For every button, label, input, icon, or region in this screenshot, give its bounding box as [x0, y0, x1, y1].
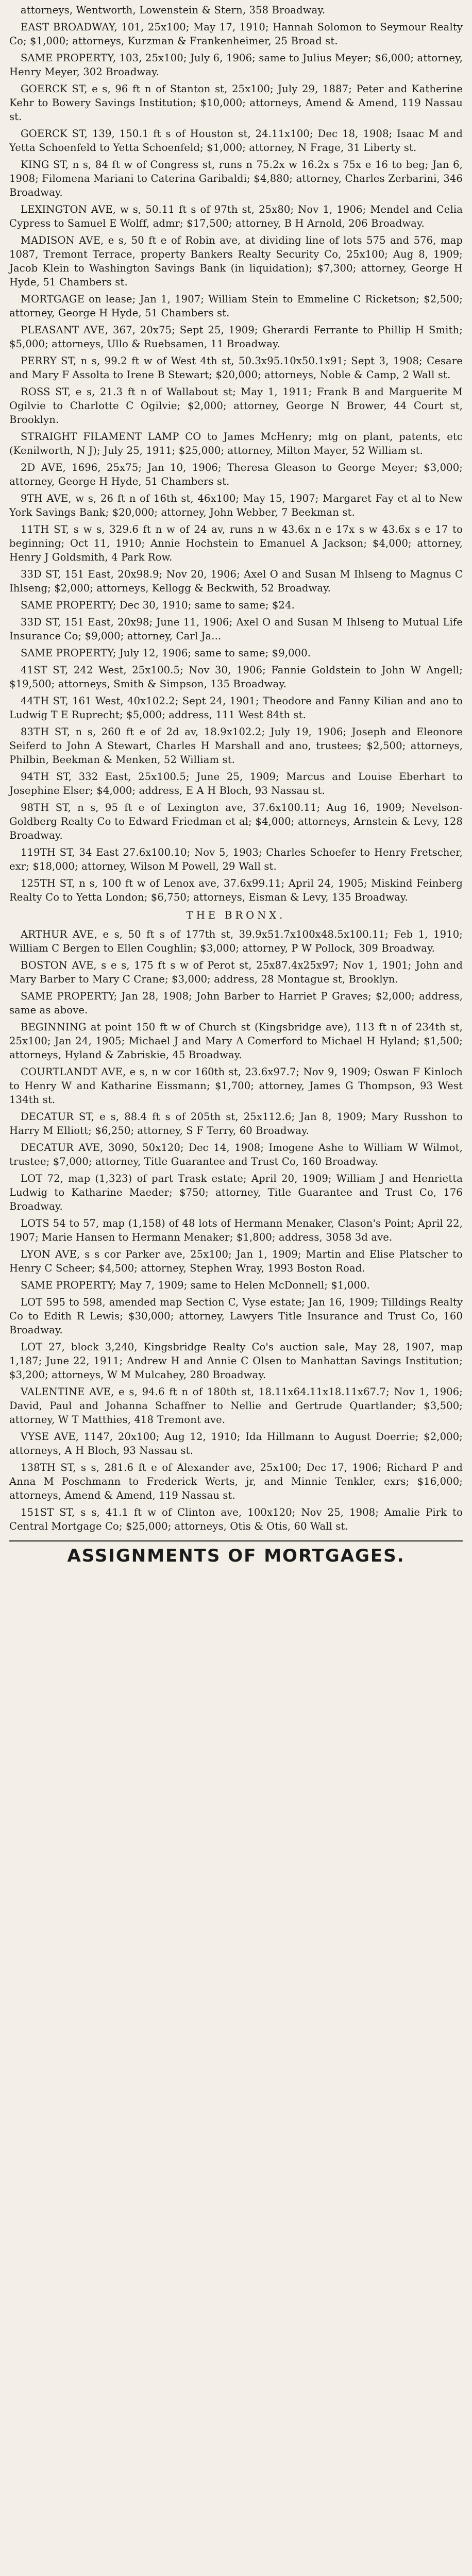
bronx-entries	[9, 927, 463, 1533]
mortgage-entry: SAME PROPERTY; Dec 30, 1910; same to same; $24.	[21, 599, 295, 611]
mortgage-entry: LOT 595 to 598, amended map Section C, Vyse estate; Jan 16, 1909; Tilldings Realty Co to Edith R Lewis; $30,000; attorney, Lawyers Title Insurance and Trust Co, 160 Broadway.	[9, 1296, 463, 1336]
mortgage-entry: GOERCK ST, 139, 150.1 ft s of Houston st, 24.11x100; Dec 18, 1908; Isaac M and Yetta Schoenfeld to Yetta Schoenfeld; $1,000; attorney, N Frage, 31 Liberty st.	[9, 128, 463, 154]
intro-entry: attorneys, Wentworth, Lowenstein & Stern, 358 Broadway.	[21, 4, 326, 16]
mortgage-entry: ARTHUR AVE, e s, 50 ft s of 177th st, 39.9x51.7x100x48.5x100.11; Feb 1, 1910; William C Bergen to Ellen Coughlin; $3,000; attorney, P W Pollock, 309 Broadway.	[9, 928, 463, 954]
mortgage-entry: 125TH ST, n s, 100 ft w of Lenox ave, 37.6x99.11; April 24, 1905; Miskind Feinberg Realty Co to Yetta London; $6,750; attorneys, Eisman & Levy, 135 Broadway.	[9, 877, 463, 903]
mortgage-entry: 44TH ST, 161 West, 40x102.2; Sept 24, 1901; Theodore and Fanny Kilian and ano to Ludwig T E Ruprecht; $5,000; address, 111 West 84th st.	[9, 695, 463, 721]
bronx-heading: THE BRONX.	[186, 909, 286, 921]
mortgage-entry: LYON AVE, s s cor Parker ave, 25x100; Jan 1, 1909; Martin and Elise Platscher to Henry C Scheer; $4,500; attorney, Stephen Wray, 1993 Boston Road.	[9, 1248, 463, 1274]
mortgage-entry: 33D ST, 151 East, 20x98.9; Nov 20, 1906; Axel O and Susan M Ihlseng to Magnus C Ihlseng; $2,000; attorneys, Kellogg & Beckwith, 52 Broadway.	[9, 568, 463, 594]
mortgage-entry: STRAIGHT FILAMENT LAMP CO to James McHenry; mtg on plant, patents, etc (Kenilworth, N J); July 25, 1911; $25,000; attorney, Milton Mayer, 52 William st.	[9, 431, 463, 456]
mortgage-entry: LOT 72, map (1,323) of part Trask estate; April 20, 1909; William J and Henrietta Ludwig to Katharine Maeder; $750; attorney, Title Guarantee and Trust Co, 176 Broadway.	[9, 1173, 463, 1212]
mortgage-entry: LOT 27, block 3,240, Kingsbridge Realty Co's auction sale, May 28, 1907, map 1,187; June 22, 1911; Andrew H and Annie C Olsen to Manhattan Savings Institution; $3,200; attorneys, W M Mulcahey, 280 Broadway.	[9, 1341, 463, 1381]
mortgage-entry: 98TH ST, n s, 95 ft e of Lexington ave, 37.6x100.11; Aug 16, 1909; Nevelson-Goldberg Realty Co to Edward Friedman et al; $4,000; attorneys, Arnstein & Levy, 128 Broadway.	[9, 802, 463, 841]
mortgage-entry: 94TH ST, 332 East, 25x100.5; June 25, 1909; Marcus and Louise Eberhart to Josephine Elser; $4,000; address, E A H Bloch, 93 Nassau st.	[9, 771, 463, 796]
mortgage-entry: DECATUR AVE, 3090, 50x120; Dec 14, 1908; Imogene Ashe to William W Wilmot, trustee; $7,000; attorney, Title Guarantee and Trust Co, 160 Broadway.	[9, 1142, 463, 1167]
mortgage-entry: 11TH ST, s w s, 329.6 ft n w of 24 av, runs n w 43.6x n e 17x s w 43.6x s e 17 to beginning; Oct 11, 1910; Annie Hochstein to Emanuel A Jackson; $4,000; attorney, Henry J Goldsmith, 4 Park Row.	[9, 523, 463, 563]
mortgage-entry: VALENTINE AVE, e s, 94.6 ft n of 180th st, 18.11x64.11x18.11x67.7; Nov 1, 1906; David, Paul and Johanna Schaffner to Nellie and Gertrude Quartlander; $3,500; attorney, W T Matthies, 418 Tremont ave.	[9, 1386, 463, 1426]
mortgage-entry: SAME PROPERTY; May 7, 1909; same to Helen McDonnell; $1,000.	[21, 1279, 370, 1291]
section-divider	[9, 1540, 463, 1541]
mortgage-entry: BEGINNING at point 150 ft w of Church st (Kingsbridge ave), 113 ft n of 234th st, 25x100; Jan 24, 1905; Michael J and Mary A Comerford to Michael H Hyland; $1,500; attorneys, Hyland & Zabriskie, 45 Broadway.	[9, 1021, 463, 1061]
mortgage-entry: SAME PROPERTY; July 12, 1906; same to same; $9,000.	[21, 647, 311, 659]
mortgage-entry: BOSTON AVE, s e s, 175 ft s w of Perot st, 25x87.4x25x97; Nov 1, 1901; John and Mary Barber to Mary C Crane; $3,000; address, 28 Montague st, Brooklyn.	[9, 959, 463, 985]
mortgage-entry: PLEASANT AVE, 367, 20x75; Sept 25, 1909; Gherardi Ferrante to Phillip H Smith; $5,000; attorneys, Ullo & Ruebsamen, 11 Broadway.	[9, 324, 463, 350]
mortgage-entry: DECATUR ST, e s, 88.4 ft s of 205th st, 25x112.6; Jan 8, 1909; Mary Russhon to Harry M Elliott; $6,250; attorney, S F Terry, 60 Broadway.	[9, 1111, 463, 1137]
mortgage-entry: 33D ST, 151 East, 20x98; June 11, 1906; Axel O and Susan M Ihlseng to Mutual Life Insurance Co; $9,000; attorney, Carl Ja...	[9, 616, 463, 642]
mortgage-entry: SAME PROPERTY; Jan 28, 1908; John Barber to Harriet P Graves; $2,000; address, same as above.	[9, 990, 463, 1016]
mortgage-entry: COURTLANDT AVE, e s, n w cor 160th st, 23.6x97.7; Nov 9, 1909; Oswan F Kinloch to Henry W and Katharine Eissmann; $1,700; attorney, James G Thompson, 93 West 134th st.	[9, 1066, 463, 1106]
mortgage-entry: 2D AVE, 1696, 25x75; Jan 10, 1906; Theresa Gleason to George Meyer; $3,000; attorney, George H Hyde, 51 Chambers st.	[9, 462, 463, 487]
mortgage-entry: 138TH ST, s s, 281.6 ft e of Alexander ave, 25x100; Dec 17, 1906; Richard P and Anna M Poschmann to Frederick Werts, jr, and Minnie Tenkler, exrs; $16,000; attorneys, Amend & Amend, 119 Nassau st.	[9, 1462, 463, 1501]
mortgage-entry: 119TH ST, 34 East 27.6x100.10; Nov 5, 1903; Charles Schoefer to Henry Fretscher, exr; $18,000; attorney, Wilson M Powell, 29 Wall st.	[9, 846, 463, 872]
mortgage-entry: 83TH ST, n s, 260 ft e of 2d av, 18.9x102.2; July 19, 1906; Joseph and Eleonore Seiferd to John A Stewart, Charles H Marshall and ano, trustees; $2,500; attorneys, Philbin, Beekman & Menken, 52 William st.	[9, 726, 463, 766]
mortgage-entry: VYSE AVE, 1147, 20x100; Aug 12, 1910; Ida Hillmann to August Doerrie; $2,000; attorneys, A H Bloch, 93 Nassau st.	[9, 1431, 463, 1456]
mortgage-entry: 41ST ST, 242 West, 25x100.5; Nov 30, 1906; Fannie Goldstein to John W Angell; $19,500; attorneys, Smith & Simpson, 135 Broadway.	[9, 664, 463, 690]
mortgage-entry: KING ST, n s, 84 ft w of Congress st, runs n 75.2x w 16.2x s 75x e 16 to beg; Jan 6, 1908; Filomena Mariani to Caterina Garibaldi; $4,880; attorney, Charles Zerbarini, 346 Broadway.	[9, 159, 463, 198]
mortgage-entry: EAST BROADWAY, 101, 25x100; May 17, 1910; Hannah Solomon to Seymour Realty Co; $1,000; attorneys, Kurzman & Frankenheimer, 25 Broad st.	[9, 21, 463, 47]
mortgage-entry: MORTGAGE on lease; Jan 1, 1907; William Stein to Emmeline C Ricketson; $2,500; attorney, George H Hyde, 51 Chambers st.	[9, 293, 463, 319]
mortgage-entry: 9TH AVE, w s, 26 ft n of 16th st, 46x100; May 15, 1907; Margaret Fay et al to New York Savings Bank; $20,000; attorney, John Webber, 7 Beekman st.	[9, 493, 463, 518]
mortgage-entry: LOTS 54 to 57, map (1,158) of 48 lots of Hermann Menaker, Clason's Point; April 22, 1907; Marie Hansen to Hermann Menaker; $1,800; address, 3058 3d ave.	[9, 1217, 463, 1243]
mortgage-entry: ROSS ST, e s, 21.3 ft n of Wallabout st; May 1, 1911; Frank B and Marguerite M Ogilvie to Charlotte C Ogilvie; $2,000; attorney, George N Brower, 44 Court st, Brooklyn.	[9, 386, 463, 426]
mortgage-entry: 151ST ST, s s, 41.1 ft w of Clinton ave, 100x120; Nov 25, 1908; Amalie Pirk to Central Mortgage Co; $25,000; attorneys, Otis & Otis, 60 Wall st.	[9, 1506, 463, 1532]
manhattan-entries	[9, 20, 463, 904]
mortgage-entry: SAME PROPERTY, 103, 25x100; July 6, 1906; same to Julius Meyer; $6,000; attorney, Henry Meyer, 302 Broadway.	[9, 52, 463, 78]
mortgage-entry: MADISON AVE, e s, 50 ft e of Robin ave, at dividing line of lots 575 and 576, map 1087, Tremont Terrace, property Bankers Realty Security Co, 25x100; Aug 8, 1909; Jacob Klein to Washington Savings Bank (in liquidation); $7,300; attorney, George H Hyde, 51 Chambers st.	[9, 234, 463, 288]
assignments-heading: ASSIGNMENTS OF MORTGAGES.	[67, 1546, 405, 1566]
mortgage-entry: LEXINGTON AVE, w s, 50.11 ft s of 97th st, 25x80; Nov 1, 1906; Mendel and Celia Cypress to Samuel E Wolff, admr; $17,500; attorney, B H Arnold, 206 Broadway.	[9, 204, 463, 229]
mortgage-entry: GOERCK ST, e s, 96 ft n of Stanton st, 25x100; July 29, 1887; Peter and Katherine Kehr to Bowery Savings Institution; $10,000; attorneys, Amend & Amend, 119 Nassau st.	[9, 83, 463, 123]
mortgage-entry: PERRY ST, n s, 99.2 ft w of West 4th st, 50.3x95.10x50.1x91; Sept 3, 1908; Cesare and Mary F Assolta to Irene B Stewart; $20,000; attorneys, Noble & Camp, 2 Wall st.	[9, 355, 463, 381]
